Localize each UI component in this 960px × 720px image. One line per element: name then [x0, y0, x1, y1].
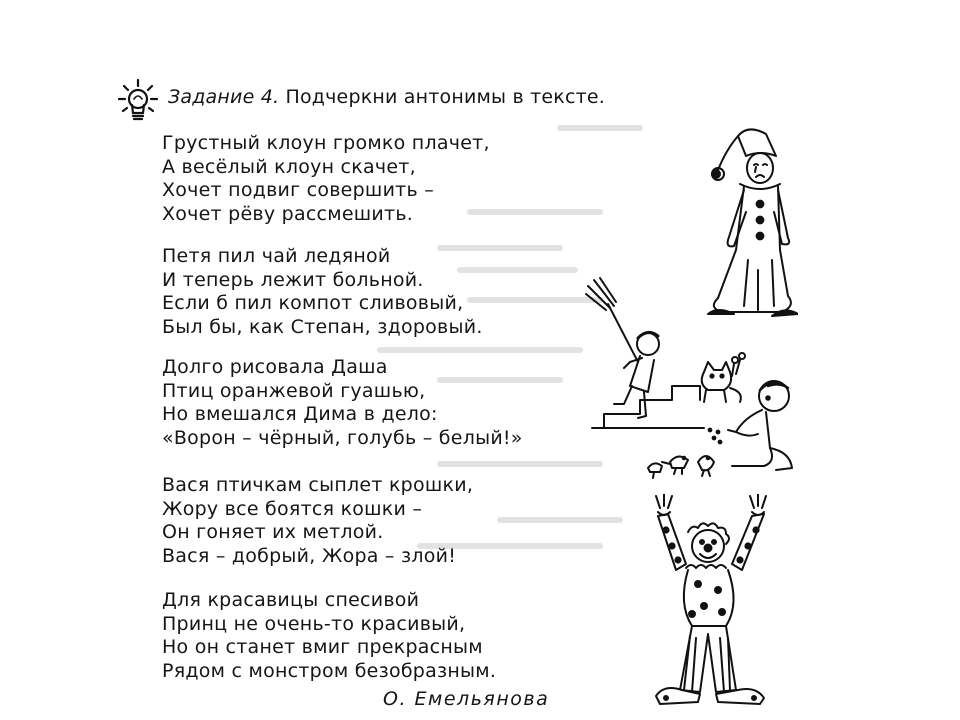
- poem-line: Птиц оранжевой гуашью,: [162, 379, 426, 402]
- poem-line: И теперь лежит больной.: [162, 268, 424, 291]
- poem-line: Но вмешался Дима в дело:: [162, 403, 438, 425]
- poem-line: Принц не очень-то красивый,: [162, 612, 466, 635]
- poem-line: Хочет рёву рассмешить.: [162, 202, 414, 225]
- poem-line: Жору все боятся кошки –: [162, 497, 423, 520]
- poem-line: Вася – добрый, Жора – злой!: [162, 544, 457, 567]
- poem-stanza-prince: [162, 589, 602, 683]
- happy-clown-illustration: [620, 494, 790, 710]
- poem-line: Если б пил компот сливовый,: [162, 292, 464, 314]
- task-header: [118, 78, 678, 120]
- poem-author: О. Емельянова: [383, 688, 550, 710]
- poem-line: Он гоняет их метлой.: [162, 521, 384, 543]
- poem-stanza-petya: [162, 245, 602, 339]
- task-instruction: Подчеркни антонимы в тексте.: [285, 86, 606, 108]
- boy-feeding-birds-illustration: [640, 372, 800, 482]
- poem-stanza-clown: [162, 132, 602, 226]
- poem-line: Для красавицы спесивой: [162, 589, 420, 611]
- poem-line: Долго рисовала Даша: [162, 356, 388, 378]
- poem-line: Вася птичкам сыплет крошки,: [162, 474, 474, 496]
- poem-stanza-dasha: [162, 356, 602, 450]
- poem-line: Хочет подвиг совершить –: [162, 179, 434, 201]
- poem-stanza-vasya: [162, 474, 602, 568]
- poem-line: «Ворон – чёрный, голубь – белый!»: [162, 426, 523, 449]
- task-number: Задание 4.: [168, 86, 280, 108]
- lightbulb-icon: [118, 78, 166, 124]
- task-title: [168, 86, 605, 108]
- poem-line: Петя пил чай ледяной: [162, 245, 391, 267]
- poem-line: Был бы, как Степан, здоровый.: [162, 315, 483, 338]
- poem-line: А весёлый клоун скачет,: [162, 155, 416, 178]
- poem-line: Грустный клоун громко плачет,: [162, 132, 490, 154]
- poem-line: Но он станет вмиг прекрасным: [162, 636, 483, 658]
- poem-line: Рядом с монстром безобразным.: [162, 659, 497, 682]
